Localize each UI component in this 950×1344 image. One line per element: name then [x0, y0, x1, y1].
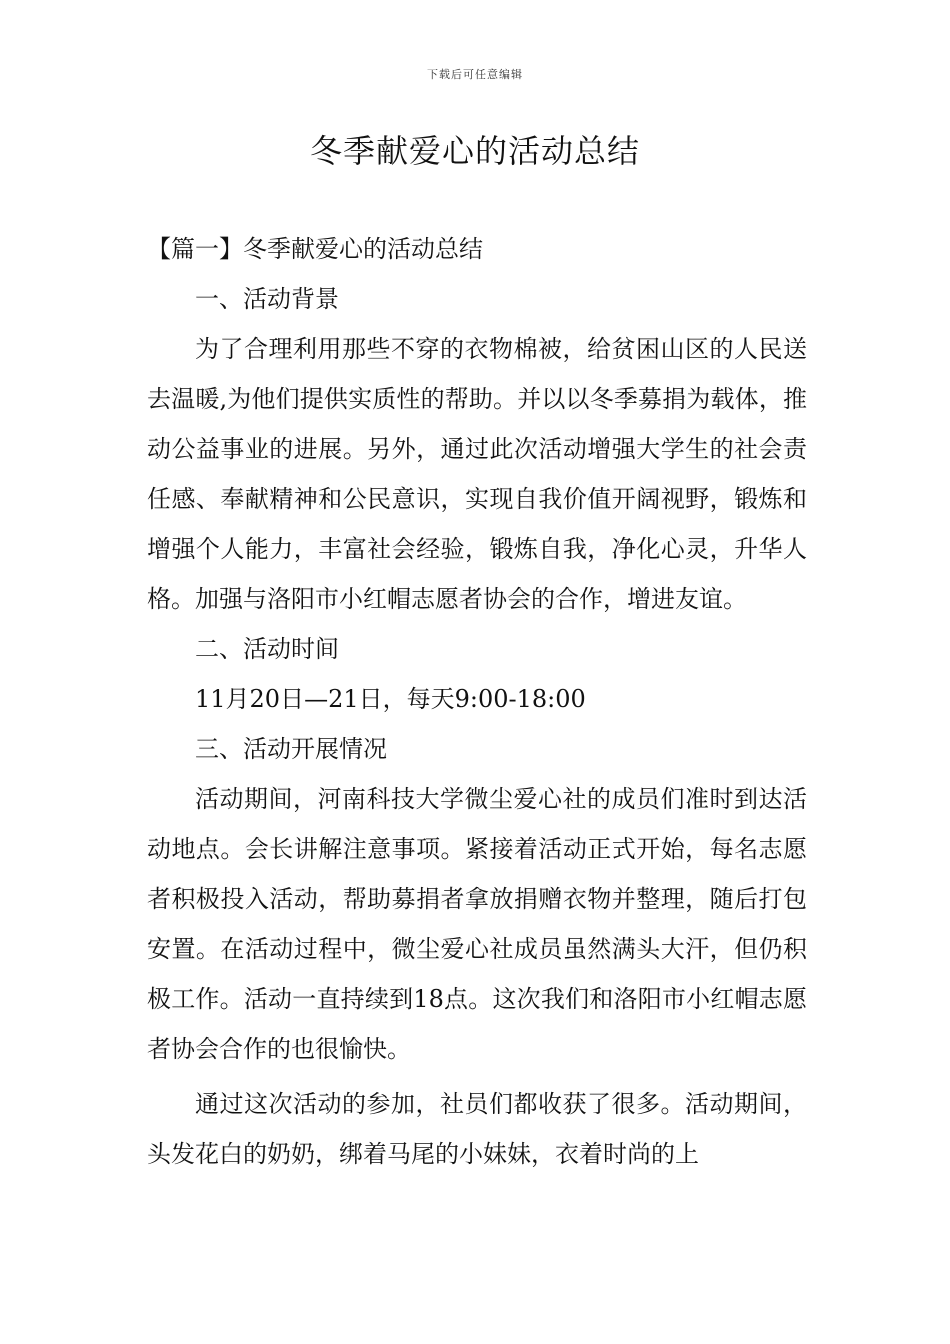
header-note: 下载后可任意编辑 [427, 68, 523, 81]
section-heading: 【篇一】冬季献爱心的活动总结 [147, 235, 483, 263]
subheading-progress: 三、活动开展情况 [195, 735, 387, 763]
paragraph-reflection: 通过这次活动的参加，社员们都收获了很多。活动期间，头发花白的奶奶，绑着马尾的小妹妹，衣着时尚的上 [147, 1090, 807, 1168]
paragraph-background: 为了合理利用那些不穿的衣物棉被，给贫困山区的人民送去温暖,为他们提供实质性的帮助。并以以冬季募捐为载体，推动公益事业的进展。另外，通过此次活动增强大学生的社会责任感、奉献精神和公民意识，实现自我价值开阔视野，锻炼和增强个人能力，丰富社会经验，锻炼自我，净化心灵，升华人格。加强与洛阳市小红帽志愿者协会的合作，增进友谊。 [147, 335, 807, 613]
subheading-time: 二、活动时间 [195, 635, 339, 663]
paragraph-time: 11月20日—21日，每天9:00-18:00 [195, 685, 586, 713]
document-title: 冬季献爱心的活动总结 [309, 132, 640, 170]
subheading-background: 一、活动背景 [195, 285, 339, 313]
paragraph-progress: 活动期间，河南科技大学微尘爱心社的成员们准时到达活动地点。会长讲解注意事项。紧接着活动正式开始，每名志愿者积极投入活动，帮助募捐者拿放捐赠衣物并整理，随后打包安置。在活动过程中，微尘爱心社成员虽然满头大汗，但仍积极工作。活动一直持续到18点。这次我们和洛阳市小红帽志愿者协会合作的也很愉快。 [147, 785, 807, 1063]
document-body [147, 224, 807, 1179]
